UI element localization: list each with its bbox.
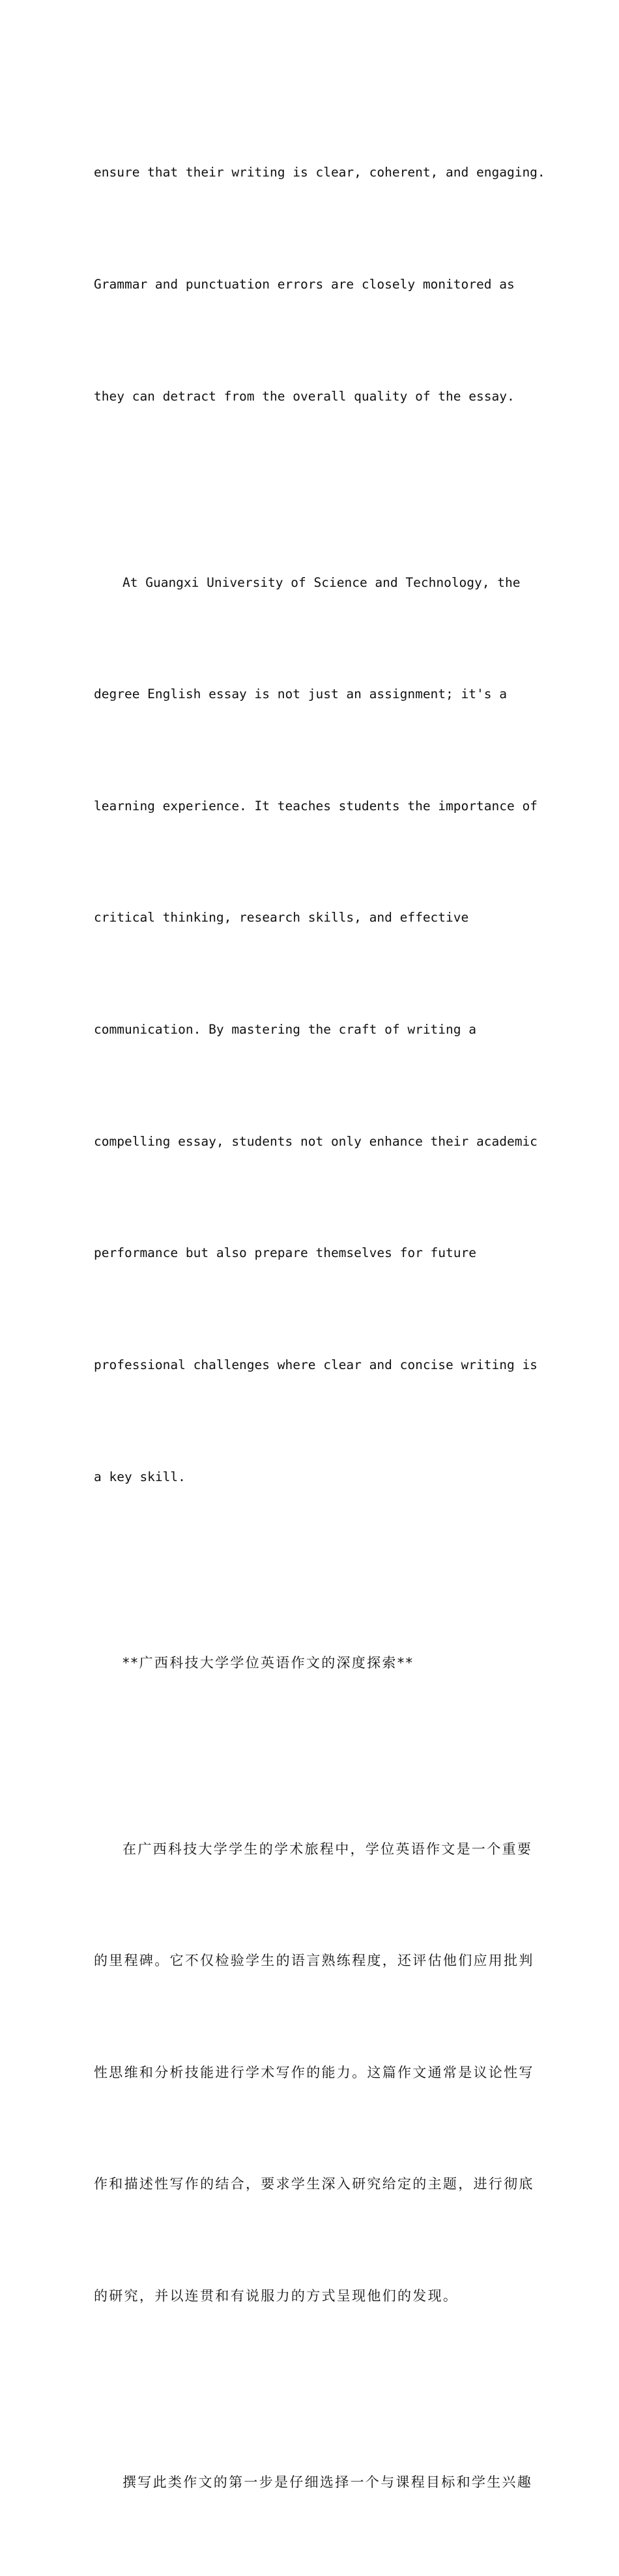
- text-line: 的研究，并以连贯和有说服力的方式呈现他们的发现。: [94, 2287, 459, 2304]
- text-line: 的里程碑。它不仅检验学生的语言熟练程度，还评估他们应用批判: [94, 1953, 534, 1969]
- text-line: compelling essay, students not only enhance their academic: [94, 1133, 538, 1149]
- text-line: 撰写此类作文的第一步是仔细选择一个与课程目标和学生兴趣: [122, 2474, 533, 2490]
- heading-line: **广西科技大学学位英语作文的深度探索**: [122, 1654, 414, 1671]
- text-line: performance but also prepare themselves for future: [94, 1245, 476, 1261]
- section-heading-chinese: [94, 1570, 524, 1756]
- paragraph-chinese-intro: [94, 1756, 534, 2389]
- paragraph-chinese-first-step: [94, 2390, 533, 2576]
- text-line: Grammar and punctuation errors are closely monitored as: [94, 277, 515, 292]
- text-line: learning experience. It teaches students the importance of: [94, 798, 538, 814]
- text-line: professional challenges where clear and concise writing is: [94, 1357, 538, 1372]
- text-line: they can detract from the overall quality of the essay.: [94, 388, 515, 404]
- text-line: ensure that their writing is clear, coherent, and engaging.: [94, 165, 545, 180]
- text-line: a key skill.: [94, 1469, 186, 1484]
- document-body: [94, 79, 545, 2576]
- text-line: critical thinking, research skills, and effective: [94, 910, 469, 926]
- text-line: 作和描述性写作的结合，要求学生深入研究给定的主题，进行彻底: [94, 2176, 534, 2192]
- paragraph-writing-quality: [94, 79, 545, 489]
- text-line: communication. By mastering the craft of writing a: [94, 1022, 476, 1038]
- text-line: At Guangxi University of Science and Technology, the: [122, 574, 521, 590]
- text-line: 在广西科技大学学生的学术旅程中，学位英语作文是一个重要: [122, 1841, 533, 1857]
- paragraph-learning-experience: [94, 489, 538, 1570]
- text-line: 性思维和分析技能进行学术写作的能力。这篇作文通常是议论性写: [94, 2064, 534, 2080]
- text-line: degree English essay is not just an assignment; it's a: [94, 686, 507, 702]
